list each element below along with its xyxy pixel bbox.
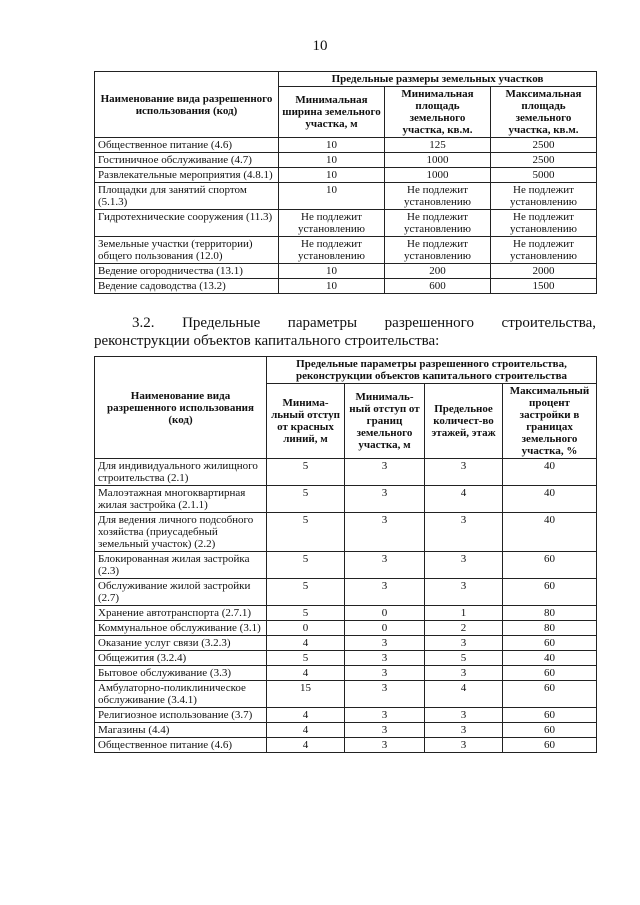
row-value: 3 bbox=[345, 738, 425, 753]
row-value: 3 bbox=[345, 708, 425, 723]
table-row bbox=[95, 153, 597, 168]
row-value: 2000 bbox=[491, 264, 597, 279]
row-value: Не подлежит установлению bbox=[385, 183, 491, 210]
row-name: Магазины (4.4) bbox=[95, 723, 267, 738]
row-value: 3 bbox=[345, 651, 425, 666]
row-value: 0 bbox=[267, 621, 345, 636]
row-value: 3 bbox=[345, 666, 425, 681]
row-value: 3 bbox=[425, 723, 503, 738]
row-value: 3 bbox=[425, 459, 503, 486]
row-value: 0 bbox=[345, 621, 425, 636]
row-value: 40 bbox=[503, 459, 597, 486]
row-value: 4 bbox=[267, 708, 345, 723]
row-value: 40 bbox=[503, 513, 597, 552]
row-name: Блокированная жилая застройка (2.3) bbox=[95, 552, 267, 579]
row-value: 3 bbox=[345, 552, 425, 579]
row-value: 4 bbox=[425, 486, 503, 513]
row-name: Для ведения личного подсобного хозяйства (приусадебный земельный участок) (2.2) bbox=[95, 513, 267, 552]
row-value: 2500 bbox=[491, 138, 597, 153]
table1-col-min-width: Минимальная ширина земельного участка, м bbox=[279, 87, 385, 138]
row-value: 2500 bbox=[491, 153, 597, 168]
table-row bbox=[95, 651, 597, 666]
row-value: 10 bbox=[279, 153, 385, 168]
row-value: 5 bbox=[267, 513, 345, 552]
row-value: 1 bbox=[425, 606, 503, 621]
row-value: 1000 bbox=[385, 153, 491, 168]
table-row bbox=[95, 723, 597, 738]
table-row bbox=[95, 459, 597, 486]
row-value: 4 bbox=[425, 681, 503, 708]
row-value: Не подлежит установлению bbox=[491, 183, 597, 210]
table1-group-header: Предельные размеры земельных участков bbox=[279, 72, 597, 87]
row-value: 4 bbox=[267, 738, 345, 753]
row-value: 3 bbox=[345, 579, 425, 606]
table-row bbox=[95, 636, 597, 651]
row-value: 5000 bbox=[491, 168, 597, 183]
section-word: Предельные bbox=[182, 315, 261, 331]
table-row bbox=[95, 621, 597, 636]
row-name: Земельные участки (территории) общего пользования (12.0) bbox=[95, 237, 279, 264]
row-value: 60 bbox=[503, 681, 597, 708]
section-line2: реконструкции объектов капитального строительства: bbox=[94, 333, 440, 349]
row-value: Не подлежит установлению bbox=[491, 210, 597, 237]
row-value: 4 bbox=[267, 723, 345, 738]
row-name: Общественное питание (4.6) bbox=[95, 138, 279, 153]
page-number: 10 bbox=[312, 38, 328, 54]
row-value: 5 bbox=[267, 579, 345, 606]
row-value: 2 bbox=[425, 621, 503, 636]
row-value: 5 bbox=[267, 606, 345, 621]
row-value: 60 bbox=[503, 636, 597, 651]
table-row bbox=[95, 264, 597, 279]
row-value: 3 bbox=[345, 459, 425, 486]
row-value: 600 bbox=[385, 279, 491, 294]
row-name: Площадки для занятий спортом (5.1.3) bbox=[95, 183, 279, 210]
row-value: 3 bbox=[345, 636, 425, 651]
row-name: Для индивидуального жилищного строительства (2.1) bbox=[95, 459, 267, 486]
table-row bbox=[95, 486, 597, 513]
table2-body bbox=[95, 459, 597, 753]
row-name: Бытовое обслуживание (3.3) bbox=[95, 666, 267, 681]
row-name: Гидротехнические сооружения (11.3) bbox=[95, 210, 279, 237]
row-value: Не подлежит установлению bbox=[385, 237, 491, 264]
row-value: 60 bbox=[503, 552, 597, 579]
row-name: Религиозное использование (3.7) bbox=[95, 708, 267, 723]
row-value: 15 bbox=[267, 681, 345, 708]
row-value: 5 bbox=[267, 552, 345, 579]
row-value: 3 bbox=[345, 486, 425, 513]
row-value: 40 bbox=[503, 486, 597, 513]
construction-parameters-table bbox=[94, 356, 597, 753]
row-value: 3 bbox=[425, 513, 503, 552]
table-row bbox=[95, 738, 597, 753]
table2-name-header: Наименование вида разрешенного использования (код) bbox=[95, 357, 267, 459]
table-row bbox=[95, 513, 597, 552]
row-value: 3 bbox=[425, 579, 503, 606]
row-value: 80 bbox=[503, 606, 597, 621]
table-row bbox=[95, 579, 597, 606]
row-value: 10 bbox=[279, 264, 385, 279]
section-word: строительства, bbox=[501, 315, 596, 331]
row-value: 3 bbox=[345, 681, 425, 708]
row-value: Не подлежит установлению bbox=[385, 210, 491, 237]
row-value: Не подлежит установлению bbox=[279, 237, 385, 264]
table-row bbox=[95, 666, 597, 681]
row-name: Ведение огородничества (13.1) bbox=[95, 264, 279, 279]
row-value: 60 bbox=[503, 738, 597, 753]
row-value: 1500 bbox=[491, 279, 597, 294]
row-name: Малоэтажная многоквартирная жилая застройка (2.1.1) bbox=[95, 486, 267, 513]
table2-col-floors: Предельное количест-во этажей, этаж bbox=[425, 384, 503, 459]
row-name: Обслуживание жилой застройки (2.7) bbox=[95, 579, 267, 606]
row-value: 3 bbox=[425, 552, 503, 579]
row-value: Не подлежит установлению bbox=[279, 210, 385, 237]
row-value: 60 bbox=[503, 708, 597, 723]
row-value: 3 bbox=[425, 738, 503, 753]
row-value: 0 bbox=[345, 606, 425, 621]
row-value: 3 bbox=[425, 636, 503, 651]
row-value: 3 bbox=[425, 666, 503, 681]
table2-col-coverage: Максимальный процент застройки в границах земельного участка, % bbox=[503, 384, 597, 459]
row-value: 10 bbox=[279, 183, 385, 210]
row-value: 60 bbox=[503, 579, 597, 606]
row-value: 60 bbox=[503, 666, 597, 681]
row-value: 125 bbox=[385, 138, 491, 153]
row-value: 5 bbox=[267, 651, 345, 666]
row-name: Оказание услуг связи (3.2.3) bbox=[95, 636, 267, 651]
row-value: 5 bbox=[425, 651, 503, 666]
row-value: 5 bbox=[267, 459, 345, 486]
row-name: Развлекательные мероприятия (4.8.1) bbox=[95, 168, 279, 183]
row-value: 200 bbox=[385, 264, 491, 279]
row-name: Общественное питание (4.6) bbox=[95, 738, 267, 753]
row-value: Не подлежит установлению bbox=[491, 237, 597, 264]
row-value: 3 bbox=[345, 513, 425, 552]
row-value: 60 bbox=[503, 723, 597, 738]
row-name: Гостиничное обслуживание (4.7) bbox=[95, 153, 279, 168]
row-value: 3 bbox=[345, 723, 425, 738]
row-name: Коммунальное обслуживание (3.1) bbox=[95, 621, 267, 636]
row-name: Общежития (3.2.4) bbox=[95, 651, 267, 666]
row-value: 1000 bbox=[385, 168, 491, 183]
table2-col-red-line-setback: Минима-льный отступ от красных линий, м bbox=[267, 384, 345, 459]
row-value: 10 bbox=[279, 279, 385, 294]
row-value: 80 bbox=[503, 621, 597, 636]
table-row bbox=[95, 168, 597, 183]
row-name: Амбулаторно-поликлиническое обслуживание (3.4.1) bbox=[95, 681, 267, 708]
table-row bbox=[95, 138, 597, 153]
table2-group-header: Предельные параметры разрешенного строительства, реконструкции объектов капитального строительства bbox=[267, 357, 597, 384]
table-row bbox=[95, 210, 597, 237]
section-word: разрешенного bbox=[384, 315, 474, 331]
table-row bbox=[95, 606, 597, 621]
table-row bbox=[95, 552, 597, 579]
table1-col-min-area: Минимальная площадь земельного участка, кв.м. bbox=[385, 87, 491, 138]
section-number: 3.2. bbox=[132, 315, 155, 331]
section-heading bbox=[94, 314, 596, 350]
row-value: 4 bbox=[267, 636, 345, 651]
table-row bbox=[95, 237, 597, 264]
row-value: 4 bbox=[267, 666, 345, 681]
row-value: 10 bbox=[279, 168, 385, 183]
table-row bbox=[95, 708, 597, 723]
table-row bbox=[95, 183, 597, 210]
land-plot-size-table bbox=[94, 71, 597, 294]
table1-name-header: Наименование вида разрешенного использования (код) bbox=[95, 72, 279, 138]
row-value: 40 bbox=[503, 651, 597, 666]
row-value: 3 bbox=[425, 708, 503, 723]
section-word: параметры bbox=[287, 315, 358, 331]
table-row bbox=[95, 279, 597, 294]
table1-col-max-area: Максимальная площадь земельного участка, кв.м. bbox=[491, 87, 597, 138]
row-value: 10 bbox=[279, 138, 385, 153]
table2-col-boundary-setback: Минималь-ный отступ от границ земельного участка, м bbox=[345, 384, 425, 459]
table-row bbox=[95, 681, 597, 708]
row-value: 5 bbox=[267, 486, 345, 513]
row-name: Ведение садоводства (13.2) bbox=[95, 279, 279, 294]
table1-body bbox=[95, 138, 597, 294]
row-name: Хранение автотранспорта (2.7.1) bbox=[95, 606, 267, 621]
